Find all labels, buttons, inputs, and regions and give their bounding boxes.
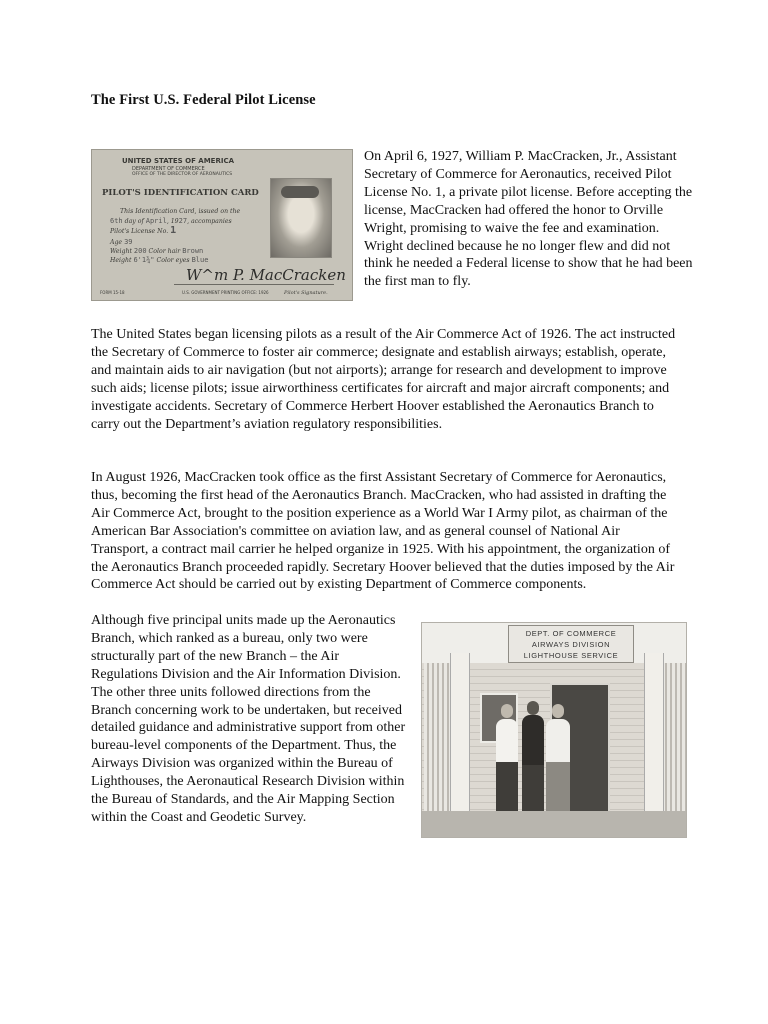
card-issued-text: This Identification Card, issued on the <box>120 208 241 215</box>
card-weight-line <box>110 247 203 255</box>
card-weight: 200 <box>133 247 147 255</box>
sign-line-1: DEPT. OF COMMERCE <box>525 629 617 638</box>
card-year-prefix: , 19 <box>166 218 179 225</box>
card-age: 39 <box>124 238 133 246</box>
person-head-1 <box>501 704 513 718</box>
card-day-label: day of <box>124 218 144 225</box>
card-hair-label: Color hair <box>148 248 181 255</box>
card-hair: Brown <box>182 247 204 255</box>
lattice-left <box>424 663 450 813</box>
card-header-country: UNITED STATES OF AMERICA <box>122 157 235 165</box>
person-figure-1 <box>496 719 518 815</box>
card-eyes-label: Color eyes <box>156 257 190 264</box>
signature-line <box>174 284 334 285</box>
card-license-label: Pilot's License No. <box>110 228 169 235</box>
sign-line-2: AIRWAYS DIVISION <box>531 640 611 649</box>
airways-division-building-photo <box>421 622 687 838</box>
paragraph-air-commerce-act: The United States began licensing pilots as a result of the Air Commerce Act of 1926. The act instructed the Secretary of Commerce to foster air commerce; designate and establish airways; establish, operate, and maintain aids to air navigation (but not airports); arrange for research and development to improve such aids; license pilots; issue airworthiness certificates for aircraft and major aircraft components; and investigate accidents. Secretary of Commerce Herbert Hoover established the Aeronautics Branch to carry out the Department’s aviation regulatory responsibilities. <box>91 327 676 432</box>
person-head-2 <box>527 701 539 715</box>
porch-pillar-right <box>644 653 664 833</box>
porch-step <box>422 811 686 838</box>
card-signature: W^m P. MacCracken <box>186 266 346 284</box>
card-day: 6th <box>110 217 123 225</box>
card-age-line <box>110 238 133 246</box>
card-form-number: FORM 15-18 <box>100 290 125 295</box>
card-year: 27 <box>178 217 188 225</box>
document-title: The First U.S. Federal Pilot License <box>91 92 316 108</box>
sign-line-3: LIGHTHOUSE SERVICE <box>523 651 619 660</box>
person-figure-3 <box>546 719 570 815</box>
lattice-right <box>662 663 687 813</box>
card-title: PILOT'S IDENTIFICATION CARD <box>102 188 259 198</box>
card-height-line <box>110 256 208 264</box>
card-pilot-signature-label: Pilot's Signature. <box>284 290 328 296</box>
card-license-number: 1 <box>170 225 177 236</box>
pilot-license-card-image <box>91 149 353 301</box>
paragraph-branch-units: Although five principal units made up the Aeronautics Branch, which ranked as a bureau, only two were structurally part of the new Branch – the Air Regulations Division and the Air Information Division. The other three units followed directions from the Branch concerning work to be undertaken, but received detailed guidance and administrative support from other bureau-level components of the Department. Thus, the Airways Division was organized within the Bureau of Lighthouses, the Aeronautical Research Division within the Bureau of Standards, and the Air Mapping Section within the Coast and Geodetic Survey. <box>91 613 406 825</box>
card-printer-note: U.S. GOVERNMENT PRINTING OFFICE: 1926 <box>182 290 269 295</box>
card-license-line <box>110 225 176 236</box>
card-height: 6'1¾" <box>133 256 155 264</box>
card-header-department: DEPARTMENT OF COMMERCE <box>132 166 205 172</box>
building-sign <box>508 625 634 663</box>
card-eyes: Blue <box>191 256 209 264</box>
card-date-line <box>110 217 232 225</box>
person-figure-2 <box>522 715 544 815</box>
goggles-icon <box>281 186 319 198</box>
card-issued-line <box>120 208 240 215</box>
card-age-label: Age <box>110 239 123 246</box>
paragraph-maccracken-office: In August 1926, MacCracken took office as the first Assistant Secretary of Commerce for Aeronautics, thus, becoming the first head of the Aeronautics Branch. MacCracken, who had assisted in drafting the Air Commerce Act, brought to the position experience as a World War I Army pilot, as chairman of the American Bar Association's committee on aviation law, and as general counsel of National Air Transport, a contract mail carrier he helped organize in 1925. With his appointment, the organization of the Aeronautics Branch proceeded rapidly. Secretary Hoover believed that the duties imposed by the Air Commerce Act should be carried out by existing Department of Commerce components. <box>91 470 675 593</box>
person-head-3 <box>552 704 564 718</box>
card-month: April <box>145 217 167 225</box>
paragraph-intro: On April 6, 1927, William P. MacCracken, Jr., Assistant Secretary of Commerce for Aeronautics, received Pilot License No. 1, a private pilot license. Before accepting the license, MacCracken had offered the honor to Orville Wright, promising to waive the fee and examination. Wright declined because he no longer flew and did not think he needed a Federal license to show that he had been the first man to fly. <box>364 149 693 290</box>
card-height-label: Height <box>110 257 132 264</box>
card-weight-label: Weight <box>110 248 132 255</box>
card-accompanies: , accompanies <box>187 218 232 225</box>
porch-pillar-left <box>450 653 470 833</box>
card-header-office: OFFICE OF THE DIRECTOR OF AERONAUTICS <box>132 172 233 177</box>
